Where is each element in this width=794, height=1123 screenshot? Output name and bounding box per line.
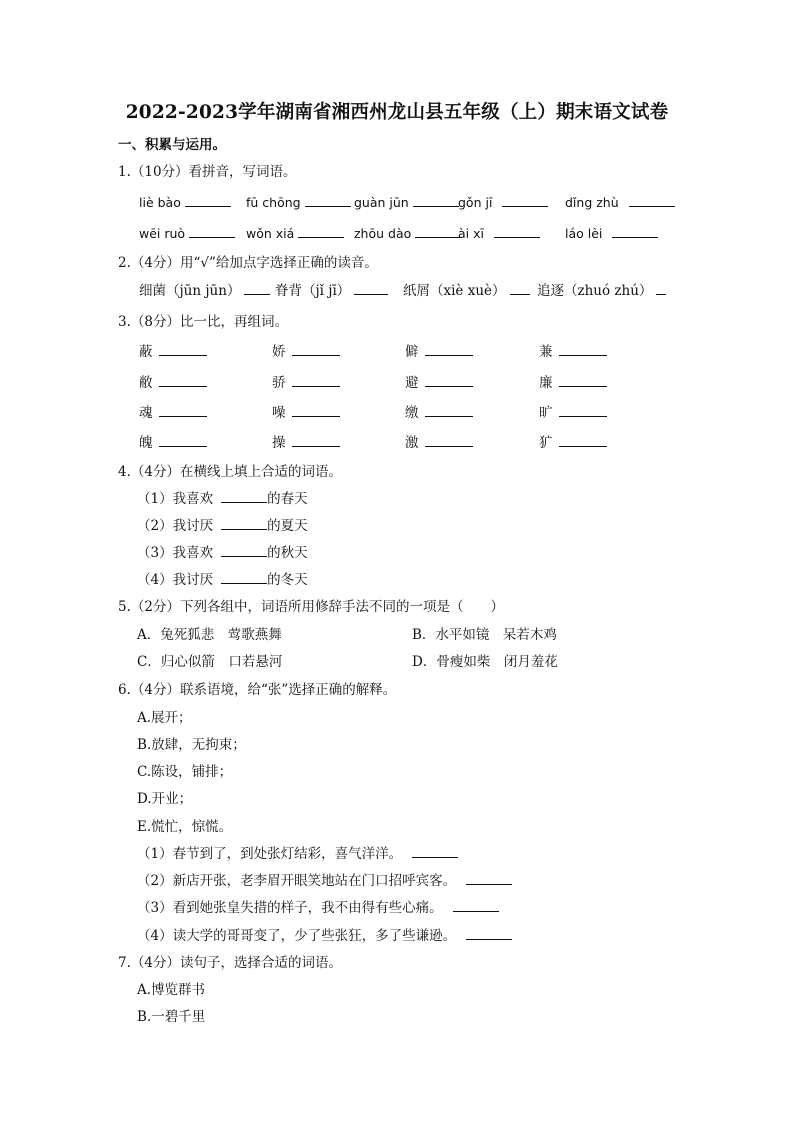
- answer-blank[interactable]: [612, 225, 658, 238]
- definition-option: A.展开；: [137, 710, 192, 726]
- char-item: 缴: [405, 404, 473, 422]
- answer-blank[interactable]: [559, 404, 607, 417]
- answer-blank[interactable]: [292, 404, 340, 417]
- context-item: （4）读大学的哥哥变了，少了些张狂，多了些谦逊。: [137, 927, 512, 945]
- pinyin-item: zhōu dào: [354, 225, 461, 243]
- pinyin-item: gǒn jī: [458, 194, 548, 212]
- fill-item: （2）我讨厌 的夏天: [137, 518, 308, 534]
- context-item: （1）春节到了，到处张灯结彩，喜气洋洋。: [137, 845, 458, 863]
- fill-item: （1）我喜欢 的春天: [137, 491, 308, 507]
- answer-blank[interactable]: [415, 225, 461, 238]
- char-item: 兼: [539, 343, 607, 361]
- char-item: 蔽: [139, 343, 207, 361]
- char-item: 敝: [139, 374, 207, 392]
- answer-blank[interactable]: [466, 872, 512, 885]
- option-b[interactable]: B．水平如镜 呆若木鸡: [412, 627, 557, 643]
- answer-blank[interactable]: [502, 194, 548, 207]
- answer-blank[interactable]: [159, 343, 207, 356]
- answer-blank[interactable]: [221, 571, 267, 584]
- answer-blank[interactable]: [559, 434, 607, 447]
- word-option: A.博览群书: [137, 982, 206, 998]
- answer-blank[interactable]: [305, 194, 351, 207]
- definition-option: D.开业；: [137, 791, 193, 807]
- char-item: 娇: [272, 343, 340, 361]
- char-item: 激: [405, 434, 473, 452]
- char-item: 魄: [139, 434, 207, 452]
- answer-blank[interactable]: [412, 845, 458, 858]
- char-item: 操: [272, 434, 340, 452]
- reading-item: 细菌（jūn jūn）: [139, 282, 270, 300]
- answer-blank[interactable]: [292, 374, 340, 387]
- answer-blank[interactable]: [221, 490, 267, 503]
- word-option: B.一碧千里: [137, 1009, 206, 1025]
- answer-blank[interactable]: [185, 194, 231, 207]
- answer-blank[interactable]: [656, 282, 666, 295]
- q5-stem: 5.（2分）下列各组中，词语所用修辞手法不同的一项是（ ）: [118, 599, 504, 615]
- definition-option: C.陈设，铺排；: [137, 764, 233, 780]
- context-item: （2）新店开张，老李眉开眼笑地站在门口招呼宾客。: [137, 872, 512, 890]
- option-a[interactable]: A．兔死狐悲 莺歌燕舞: [137, 627, 282, 643]
- pinyin-item: liè bào: [139, 194, 231, 212]
- char-item: 廉: [539, 374, 607, 392]
- answer-blank[interactable]: [221, 544, 267, 557]
- pinyin-item: guàn jūn: [354, 194, 459, 212]
- definition-option: E.慌忙，惊慌。: [137, 819, 233, 835]
- char-item: 骄: [272, 374, 340, 392]
- pinyin-item: ài xī: [458, 225, 540, 243]
- answer-blank[interactable]: [292, 343, 340, 356]
- q6-stem: 6.（4分）联系语境，给“张”选择正确的解释。: [118, 682, 397, 698]
- reading-item: 纸屑（xiè xuè）: [403, 282, 530, 300]
- q1-stem: 1.（10分）看拼音，写词语。: [118, 164, 297, 180]
- reading-item: 追逐（zhuó zhú）: [537, 282, 666, 300]
- fill-item: （4）我讨厌 的冬天: [137, 572, 308, 588]
- char-item: 避: [405, 374, 473, 392]
- answer-blank[interactable]: [159, 404, 207, 417]
- pinyin-item: wēi ruò: [139, 225, 235, 243]
- option-d[interactable]: D．骨瘦如柴 闭月羞花: [412, 654, 558, 670]
- fill-item: （3）我喜欢 的秋天: [137, 545, 308, 561]
- answer-blank[interactable]: [413, 194, 459, 207]
- context-item: （3）看到她张皇失措的样子，我不由得有些心痛。: [137, 899, 499, 917]
- char-item: 噪: [272, 404, 340, 422]
- pinyin-item: dǐng zhù: [565, 194, 675, 212]
- answer-blank[interactable]: [354, 282, 388, 295]
- answer-blank[interactable]: [425, 343, 473, 356]
- q4-stem: 4.（4分）在横线上填上合适的词语。: [118, 464, 342, 480]
- definition-option: B.放肆，无拘束；: [137, 737, 246, 753]
- char-item: 魂: [139, 404, 207, 422]
- pinyin-item: wǒn xiá: [246, 225, 344, 243]
- answer-blank[interactable]: [425, 434, 473, 447]
- answer-blank[interactable]: [189, 225, 235, 238]
- answer-blank[interactable]: [453, 899, 499, 912]
- char-item: 僻: [405, 343, 473, 361]
- answer-blank[interactable]: [559, 343, 607, 356]
- answer-blank[interactable]: [510, 282, 530, 295]
- q7-stem: 7.（4分）读句子，选择合适的词语。: [118, 955, 342, 971]
- answer-blank[interactable]: [221, 517, 267, 530]
- q3-stem: 3.（8分）比一比，再组词。: [118, 314, 288, 330]
- answer-blank[interactable]: [244, 282, 270, 295]
- answer-blank[interactable]: [629, 194, 675, 207]
- answer-blank[interactable]: [292, 434, 340, 447]
- q2-stem: 2.（4分）用“√”给加点字选择正确的读音。: [118, 255, 378, 271]
- answer-blank[interactable]: [494, 225, 540, 238]
- answer-blank[interactable]: [425, 374, 473, 387]
- char-item: 犷: [539, 434, 607, 452]
- answer-blank[interactable]: [159, 434, 207, 447]
- answer-blank[interactable]: [425, 404, 473, 417]
- reading-item: 脊背（jǐ jī）: [275, 282, 388, 300]
- answer-blank[interactable]: [466, 927, 512, 940]
- pinyin-item: fū chōng: [246, 194, 351, 212]
- page-title: 2022-2023学年湖南省湘西州龙山县五年级（上）期末语文试卷: [125, 102, 669, 123]
- answer-blank[interactable]: [159, 374, 207, 387]
- pinyin-item: láo lèi: [565, 225, 658, 243]
- section-heading: 一、积累与运用。: [118, 137, 226, 153]
- answer-blank[interactable]: [559, 374, 607, 387]
- answer-blank[interactable]: [298, 225, 344, 238]
- option-c[interactable]: C．归心似箭 口若悬河: [137, 654, 283, 670]
- char-item: 旷: [539, 404, 607, 422]
